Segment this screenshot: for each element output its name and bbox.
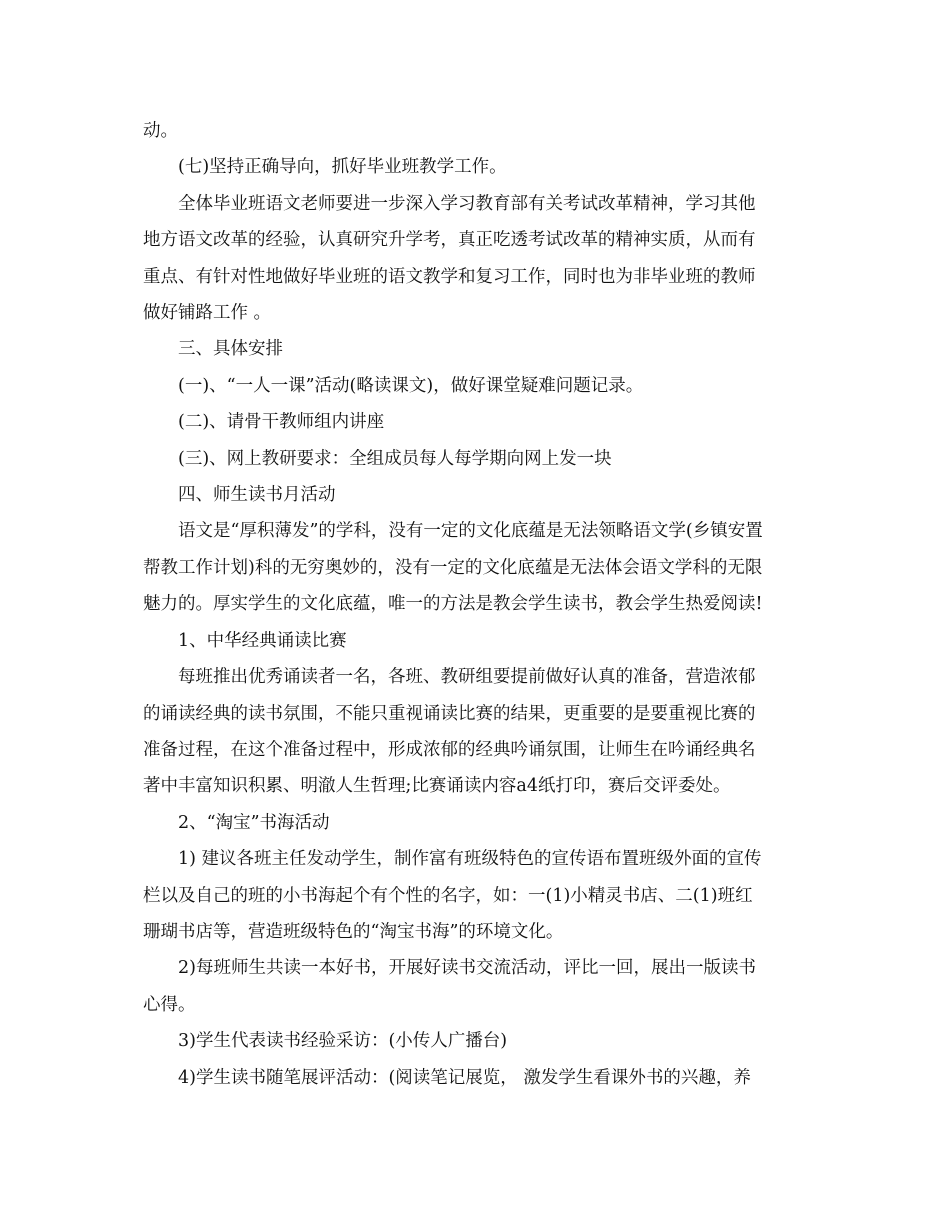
- paragraph-line: 珊瑚书店等，营造班级特色的“淘宝书海”的环境文化。: [143, 921, 564, 942]
- paragraph-line: 每班推出优秀诵读者一名，各班、教研组要提前做好认真的准备，营造浓郁: [178, 667, 756, 688]
- subsection-heading: 1、中华经典诵读比赛: [178, 630, 347, 651]
- paragraph-line: (二)、请骨干教师组内讲座: [178, 412, 385, 433]
- paragraph-line: 2)每班师生共读一本好书，开展好读书交流活动，评比一回，展出一版读书: [178, 958, 756, 979]
- paragraph-line: 准备过程，在这个准备过程中，形成浓郁的经典吟诵氛围，让师生在吟诵经典名: [143, 739, 756, 760]
- paragraph-line: 语文是“厚积薄发”的学科，没有一定的文化底蕴是无法领略语文学(乡镇安置: [178, 521, 763, 542]
- paragraph-line: 4)学生读书随笔展评活动：(阅读笔记展览， 激发学生看课外书的兴趣，养: [178, 1067, 751, 1088]
- paragraph-line: 动。: [143, 121, 178, 141]
- paragraph-line: 重点、有针对性地做好毕业班的语文教学和复习工作，同时也为非毕业班的教师: [143, 266, 756, 287]
- paragraph-line: 3)学生代表读书经验采访：(小传人广播台): [178, 1031, 508, 1052]
- subsection-heading: 2、“淘宝”书海活动: [178, 812, 330, 833]
- paragraph-line: 地方语文改革的经验，认真研究升学考，真正吃透考试改革的精神实质，从而有: [143, 230, 756, 251]
- paragraph-line: 帮教工作计划)科的无穷奥妙的，没有一定的文化底蕴是无法体会语文学科的无限: [143, 557, 763, 578]
- paragraph-line: (一)、“一人一课”活动(略读课文)，做好课堂疑难问题记录。: [178, 375, 644, 396]
- paragraph-line: 1) 建议各班主任发动学生，制作富有班级特色的宣传语布置班级外面的宣传: [178, 849, 762, 870]
- paragraph-line: 魅力的。厚实学生的文化底蕴，唯一的方法是教会学生读书，教会学生热爱阅读!: [143, 594, 763, 615]
- paragraph-line: 的诵读经典的读书氛围，不能只重视诵读比赛的结果，更重要的是要重视比赛的: [143, 703, 756, 724]
- paragraph-line: 全体毕业班语文老师要进一步深入学习教育部有关考试改革精神，学习其他: [178, 193, 756, 214]
- paragraph-line: (七)坚持正确导向，抓好毕业班教学工作。: [178, 157, 507, 178]
- document-body: [143, 113, 808, 1096]
- section-heading: 四、师生读书月活动: [178, 485, 336, 506]
- section-heading: 三、具体安排: [178, 339, 283, 360]
- paragraph-line: 心得。: [143, 994, 196, 1015]
- paragraph-line: (三)、网上教研要求：全组成员每人每学期向网上发一块: [178, 448, 612, 469]
- paragraph-line: 著中丰富知识积累、明澈人生哲理;比赛诵读内容a4纸打印，赛后交评委处。: [143, 776, 731, 797]
- paragraph-line: 栏以及自己的班的小书海起个有个性的名字，如：一(1)小精灵书店、二(1)班红: [143, 885, 753, 906]
- paragraph-line: 做好铺路工作 。: [143, 303, 272, 324]
